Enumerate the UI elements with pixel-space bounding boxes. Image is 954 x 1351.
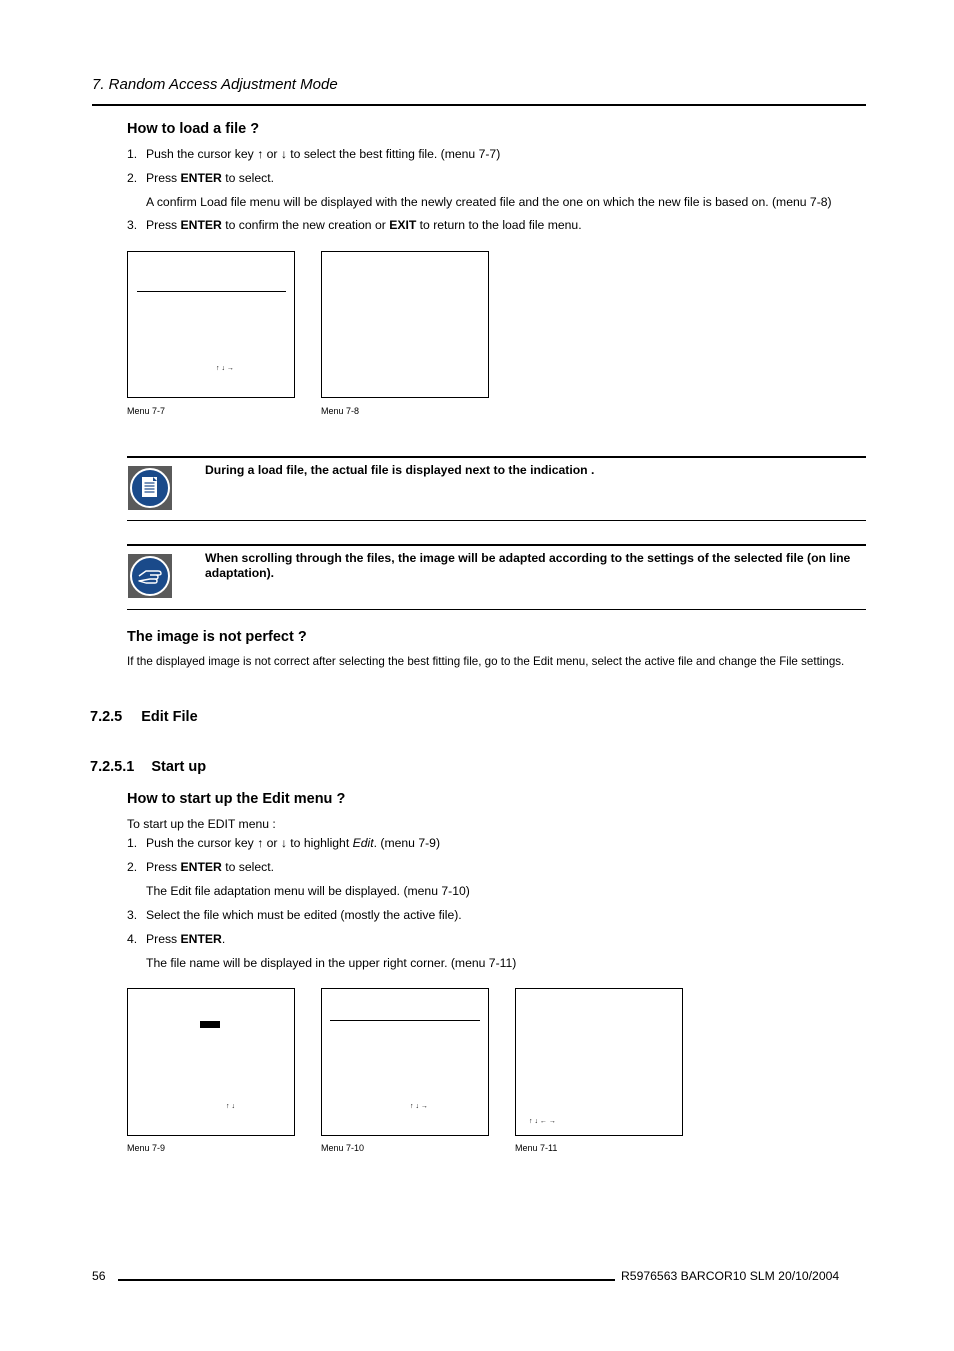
menu-caption: Menu 7-9 bbox=[127, 1143, 166, 1153]
key-name: ENTER bbox=[180, 932, 222, 946]
menu-caption: Menu 7-8 bbox=[321, 406, 360, 416]
load-step-2-result: A confirm Load file menu will be displayed with the newly created file and the one on which the new file is based on. (menu 7-8) bbox=[146, 195, 832, 209]
edit-step-4-result: The file name will be displayed in the upper right corner. (menu 7-11) bbox=[146, 956, 517, 970]
key-name: ENTER bbox=[180, 171, 222, 185]
menu-7-8-image bbox=[321, 251, 489, 398]
step-number: 3. bbox=[127, 908, 138, 922]
page-number: 56 bbox=[92, 1269, 106, 1283]
down-arrow-glyph: ↓ bbox=[280, 147, 287, 161]
running-header: 7. Random Access Adjustment Mode bbox=[92, 76, 338, 93]
menu-7-11-image bbox=[515, 988, 683, 1136]
key-name: ENTER bbox=[180, 860, 222, 874]
step-number: 1. bbox=[127, 836, 138, 850]
menu-divider bbox=[330, 1020, 480, 1021]
menu-arrow-keys: ↑ ↓ → bbox=[216, 365, 234, 372]
tip-top-rule bbox=[127, 544, 866, 546]
menu-arrow-keys: ↑ ↓ ← → bbox=[529, 1118, 556, 1125]
section-heading-edit-file: 7.2.5 Edit File bbox=[90, 709, 198, 725]
highlighted-menu-item bbox=[200, 1021, 220, 1028]
key-name: ENTER bbox=[180, 218, 222, 232]
tip-bottom-rule bbox=[127, 609, 866, 610]
step-number: 3. bbox=[127, 218, 138, 232]
footer-divider bbox=[118, 1279, 615, 1281]
load-step-1: Push the cursor key ↑ or ↓ to select the best fitting file. (menu 7-7) bbox=[146, 147, 501, 161]
pointing-hand-tip-icon bbox=[128, 554, 172, 598]
key-name: EXIT bbox=[389, 218, 417, 232]
edit-step-3: Select the file which must be edited (mostly the active file). bbox=[146, 908, 462, 922]
not-perfect-heading: The image is not perfect ? bbox=[127, 629, 307, 645]
load-step-3: Press ENTER to confirm the new creation or EXIT to return to the load file menu. bbox=[146, 218, 582, 232]
step-number: 1. bbox=[127, 147, 138, 161]
load-step-2: Press ENTER to select. bbox=[146, 171, 275, 185]
up-arrow-glyph: ↑ bbox=[257, 147, 264, 161]
note-text: During a load file, the actual file is displayed next to the indication . bbox=[205, 463, 595, 477]
menu-divider bbox=[137, 291, 286, 292]
document-note-icon bbox=[128, 466, 172, 510]
menu-caption: Menu 7-11 bbox=[515, 1143, 558, 1153]
tip-text: When scrolling through the files, the image will be adapted according to the settings of the selected file (on line adaptation). bbox=[205, 551, 851, 580]
document-reference: R5976563 BARCOR10 SLM 20/10/2004 bbox=[621, 1269, 840, 1283]
menu-7-9-image bbox=[127, 988, 295, 1136]
menu-7-7-image bbox=[127, 251, 295, 398]
subsection-heading-start-up: 7.2.5.1 Start up bbox=[90, 759, 207, 775]
step-number: 2. bbox=[127, 171, 138, 185]
start-edit-intro: To start up the EDIT menu : bbox=[127, 817, 276, 831]
edit-step-2-result: The Edit file adaptation menu will be displayed. (menu 7-10) bbox=[146, 884, 470, 898]
menu-caption: Menu 7-7 bbox=[127, 406, 166, 416]
up-arrow-glyph: ↑ bbox=[257, 836, 264, 850]
down-arrow-glyph: ↓ bbox=[280, 836, 287, 850]
edit-step-1: Push the cursor key ↑ or ↓ to highlight Edit. (menu 7-9) bbox=[146, 836, 441, 850]
menu-arrow-keys: ↑ ↓ → bbox=[410, 1103, 428, 1110]
step-number: 4. bbox=[127, 932, 138, 946]
menu-7-10-image bbox=[321, 988, 489, 1136]
header-divider bbox=[92, 104, 866, 106]
edit-step-2: Press ENTER to select. bbox=[146, 860, 275, 874]
menu-arrow-keys: ↑ ↓ bbox=[226, 1103, 235, 1110]
step-number: 2. bbox=[127, 860, 138, 874]
note-top-rule bbox=[127, 456, 866, 458]
not-perfect-paragraph: If the displayed image is not correct after selecting the best fitting file, go to the Edit menu, select the active file and change the File settings. bbox=[127, 655, 845, 668]
edit-step-4: Press ENTER. bbox=[146, 932, 226, 946]
note-bottom-rule bbox=[127, 520, 866, 521]
start-edit-heading: How to start up the Edit menu ? bbox=[127, 791, 346, 807]
menu-caption: Menu 7-10 bbox=[321, 1143, 365, 1153]
load-file-heading: How to load a file ? bbox=[127, 121, 260, 137]
